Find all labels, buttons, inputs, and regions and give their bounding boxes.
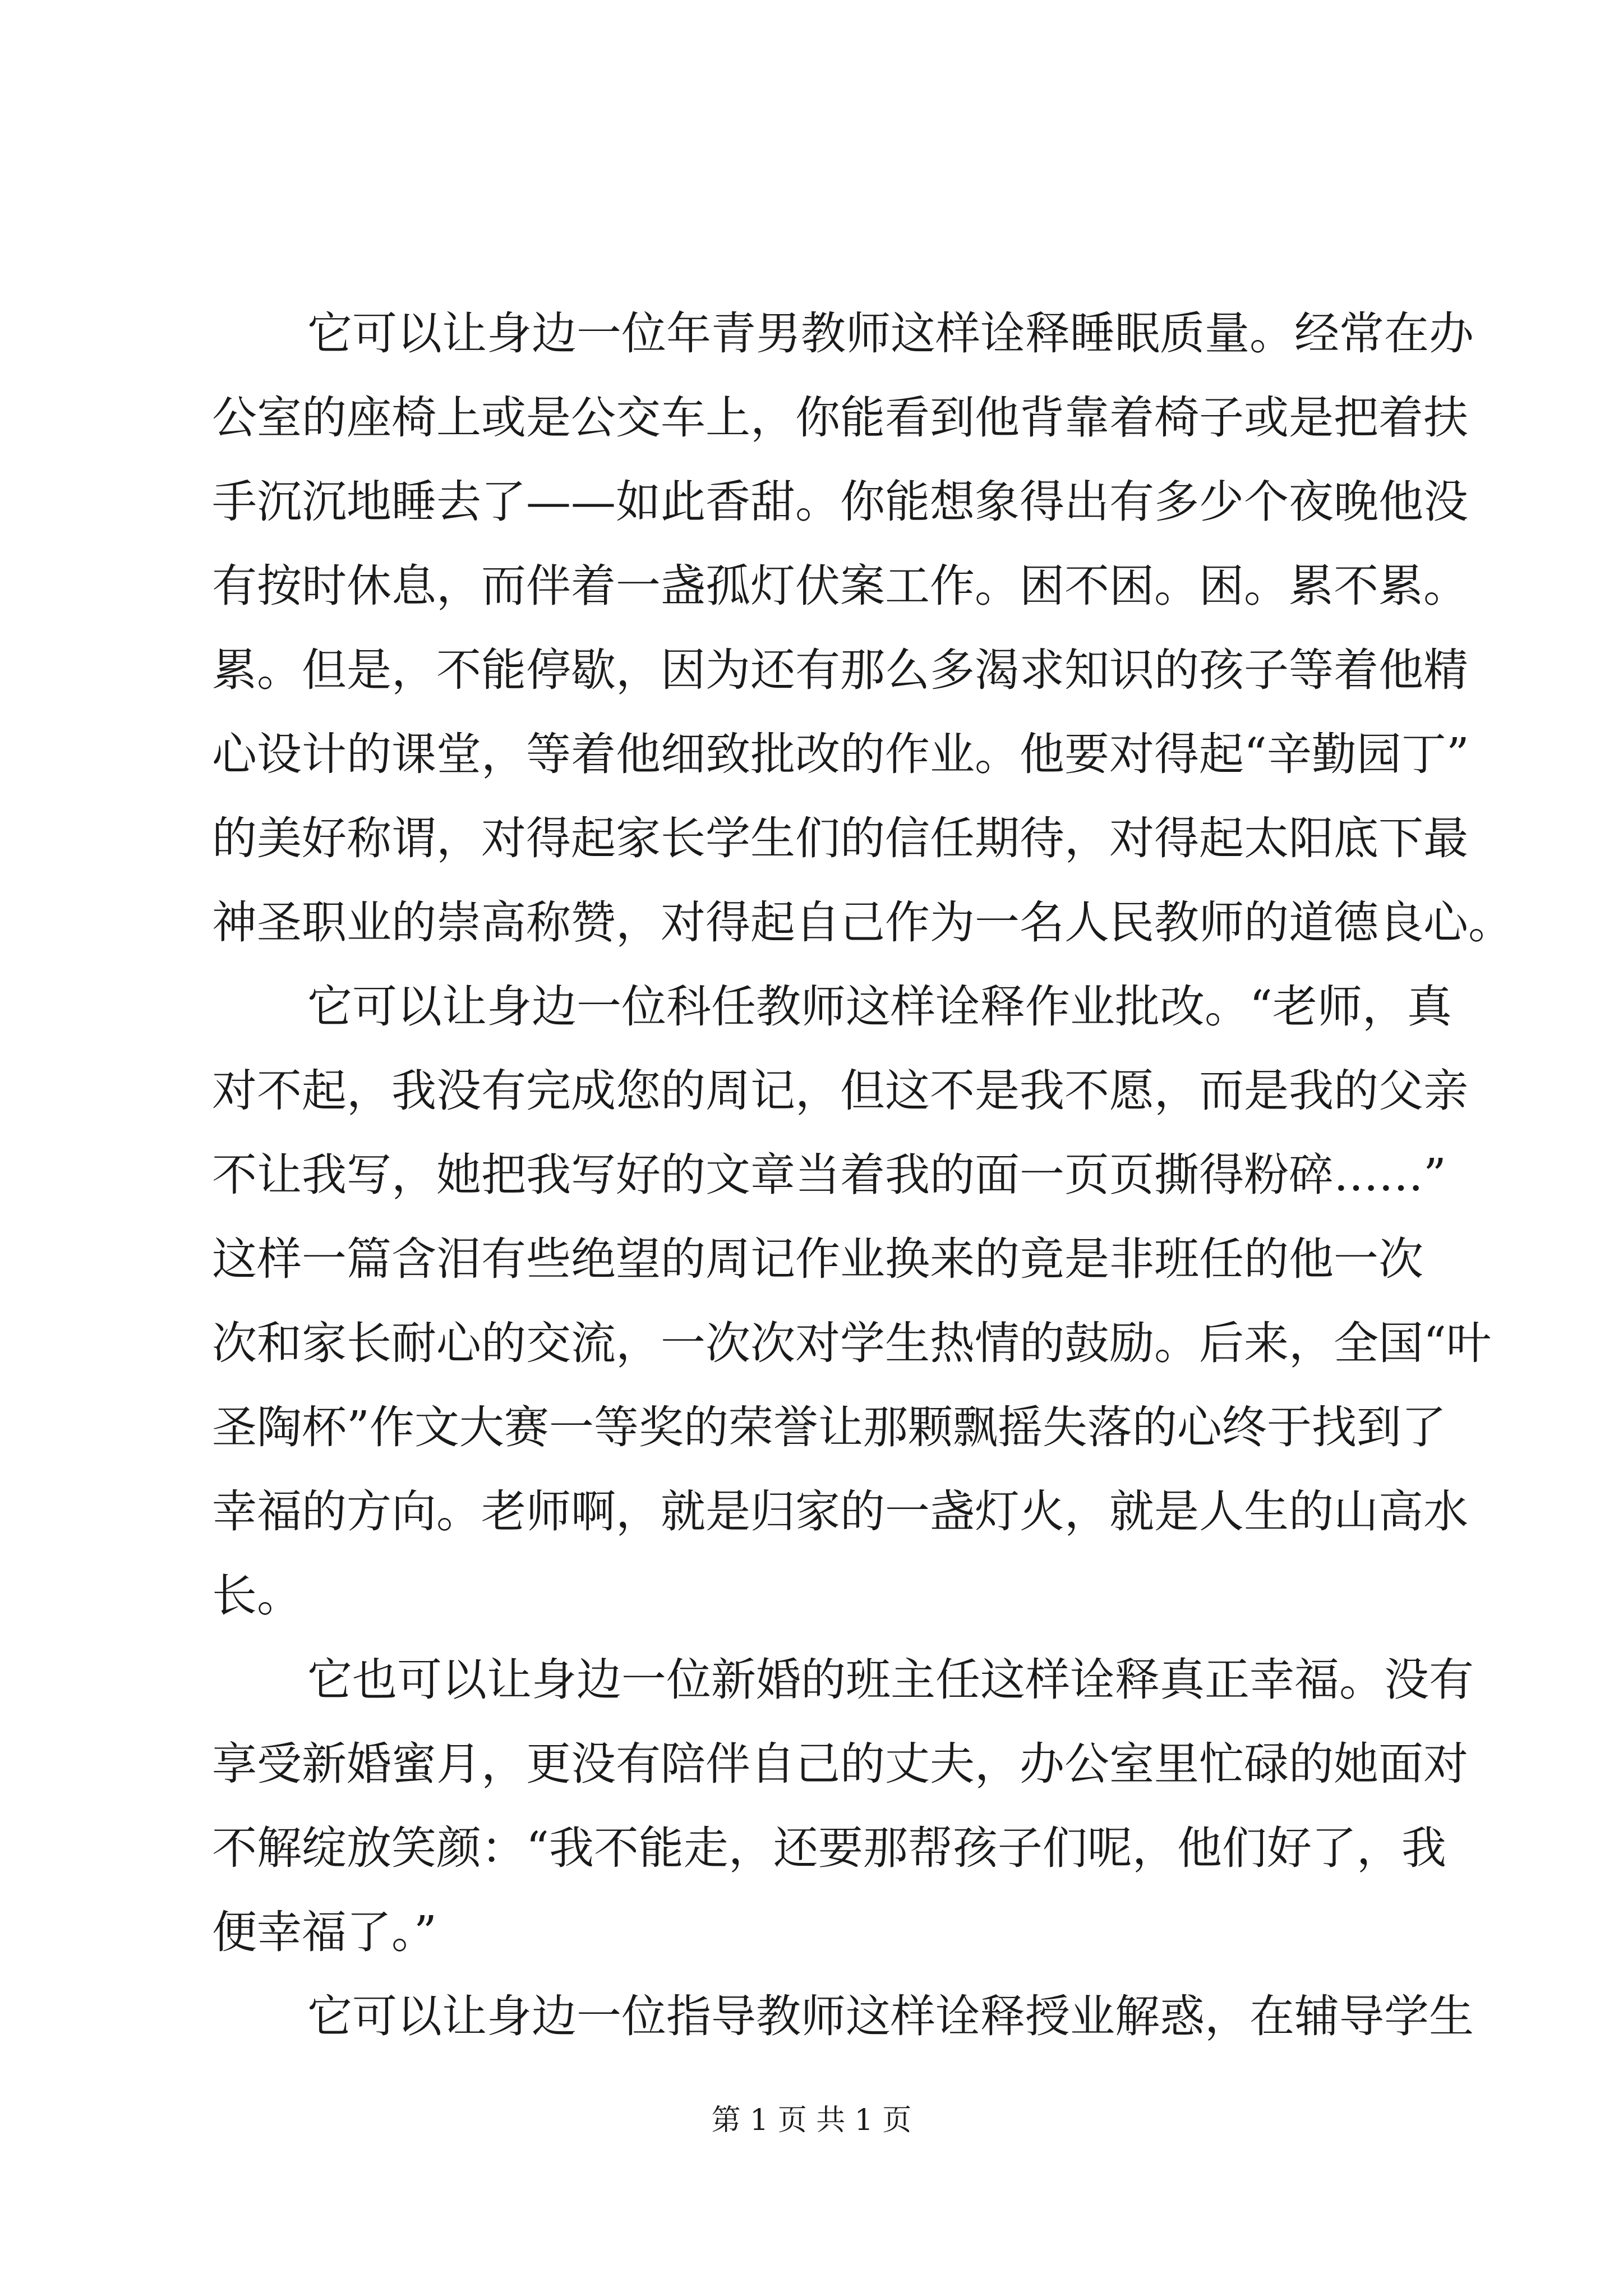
paragraph-1-line-1: 它可以让身边一位年青男教师这样诠释睡眠质量。经常在办 xyxy=(307,307,1474,360)
paragraph-2-line-7: 幸福的方向。老师啊，就是归家的一盏灯火，就是人生的山高水 xyxy=(212,1485,1468,1538)
paragraph-1-line-4: 有按时休息，而伴着一盏孤灯伏案工作。困不困。困。累不累。 xyxy=(212,560,1468,612)
paragraph-1-line-3: 手沉沉地睡去了——如此香甜。你能想象得出有多少个夜晚他没 xyxy=(212,476,1468,528)
paragraph-2-line-3: 不让我写，她把我写好的文章当着我的面一页页撕得粉碎……” xyxy=(212,1149,1446,1201)
paragraph-3-line-2: 享受新婚蜜月，更没有陪伴自己的丈夫，办公室里忙碌的她面对 xyxy=(212,1738,1468,1790)
paragraph-1-line-7: 的美好称谓，对得起家长学生们的信任期待，对得起太阳底下最 xyxy=(212,812,1468,864)
paragraph-2-line-5: 次和家长耐心的交流，一次次对学生热情的鼓励。后来，全国“叶 xyxy=(212,1317,1491,1369)
paragraph-4-line-1: 它可以让身边一位指导教师这样诠释授业解惑，在辅导学生 xyxy=(307,1990,1474,2042)
paragraph-2-line-8: 长。 xyxy=(212,1570,302,1622)
paragraph-3-line-4: 便幸福了。” xyxy=(212,1906,437,1958)
paragraph-1-line-8: 神圣职业的崇高称赞，对得起自己作为一名人民教师的道德良心。 xyxy=(212,896,1513,949)
paragraph-2-line-1: 它可以让身边一位科任教师这样诠释作业批改。“老师，真 xyxy=(307,981,1452,1033)
paragraph-2-line-6: 圣陶杯”作文大赛一等奖的荣誉让那颗飘摇失落的心终于找到了 xyxy=(212,1401,1446,1453)
paragraph-1-line-6: 心设计的课堂，等着他细致批改的作业。他要对得起“辛勤园丁” xyxy=(212,728,1469,780)
paragraph-3-line-3: 不解绽放笑颜：“我不能走，还要那帮孩子们呢，他们好了，我 xyxy=(212,1822,1446,1874)
paragraph-1-line-5: 累。但是，不能停歇，因为还有那么多渴求知识的孩子等着他精 xyxy=(212,644,1468,696)
page-footer: 第 1 页 共 1 页 xyxy=(711,2104,912,2137)
paragraph-1-line-2: 公室的座椅上或是公交车上，你能看到他背靠着椅子或是把着扶 xyxy=(212,392,1468,444)
paragraph-3-line-1: 它也可以让身边一位新婚的班主任这样诠释真正幸福。没有 xyxy=(307,1654,1474,1706)
paragraph-2-line-2: 对不起，我没有完成您的周记，但这不是我不愿，而是我的父亲 xyxy=(212,1065,1468,1117)
paragraph-2-line-4: 这样一篇含泪有些绝望的周记作业换来的竟是非班任的他一次 xyxy=(212,1233,1423,1285)
